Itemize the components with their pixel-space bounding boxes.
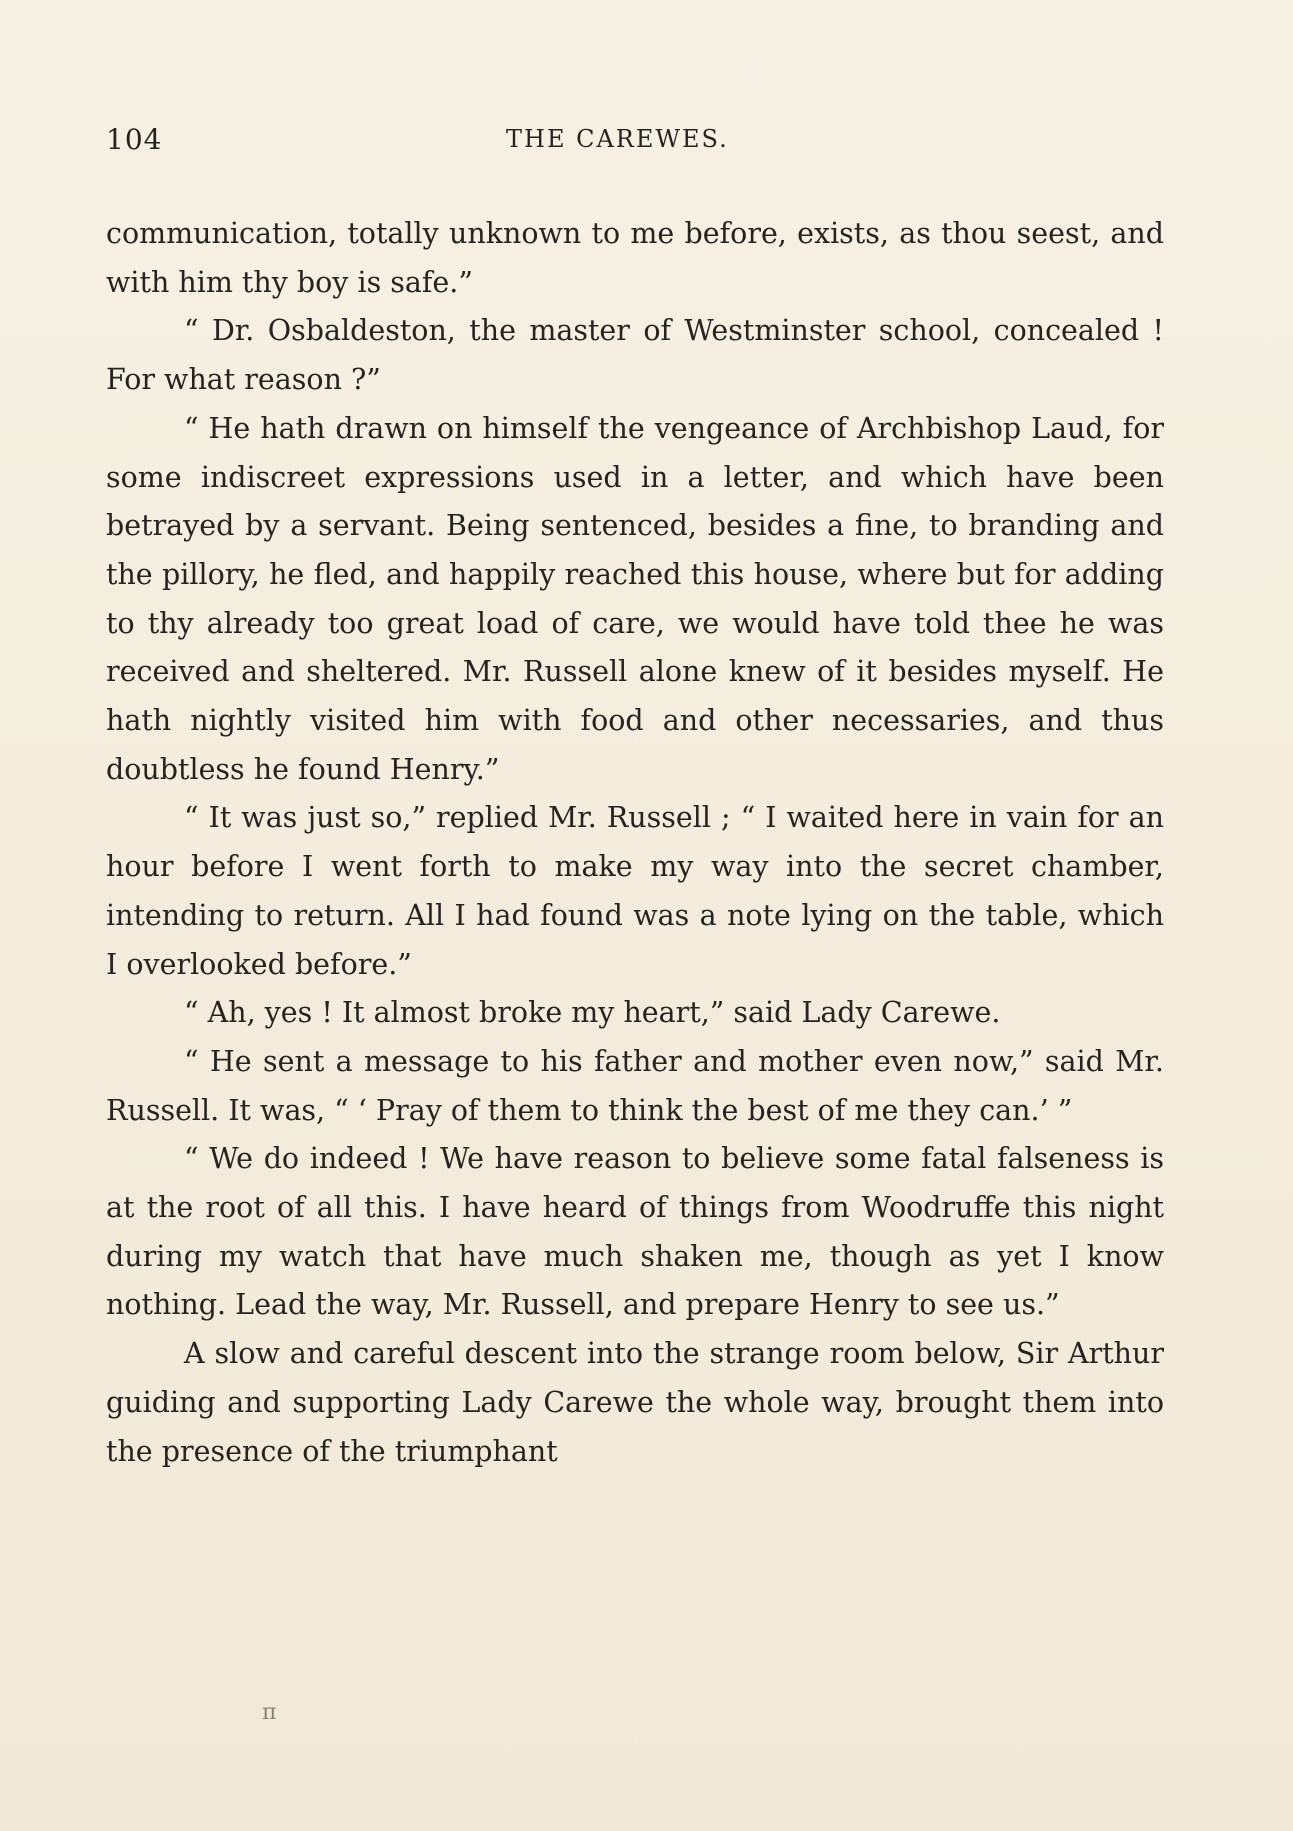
- page-number: 104: [106, 123, 163, 156]
- running-head: [106, 123, 1164, 159]
- paragraph: “ He hath drawn on himself the vengeance of Archbishop Laud, for some indiscreet expressions used in a letter, and which have been betrayed by a servant. Being sentenced, besides a fine, to branding and the pillory, he fled, and happily reached this house, where but for adding to thy already too great load of care, we would have told thee he was received and sheltered. Mr. Russell alone knew of it besides myself. He hath nightly visited him with food and other necessaries, and thus doubtless he found Henry.”: [106, 411, 1164, 786]
- paragraph: “ We do indeed ! We have reason to believe some fatal falseness is at the root of all this. I have heard of things from Woodruffe this night during my watch that have much shaken me, though as yet I know nothing. Lead the way, Mr. Russell, and prepare Henry to see us.”: [106, 1142, 1164, 1322]
- paragraph: “ He sent a message to his father and mother even now,” said Mr. Russell. It was, “ ‘ Pray of them to think the best of me they can.’ ”: [106, 1044, 1164, 1127]
- paragraph: “ Ah, yes ! It almost broke my heart,” said Lady Carewe.: [184, 996, 1001, 1030]
- paragraph: communication, totally unknown to me before, exists, as thou seest, and with him thy boy is safe.”: [106, 217, 1164, 299]
- paragraph: “ Dr. Osbaldeston, the master of Westminster school, concealed ! For what reason ?”: [106, 314, 1164, 397]
- paragraph: “ It was just so,” replied Mr. Russell ; “ I waited here in vain for an hour before I went forth to make my way into the secret chamber, intending to return. All I had found was a note lying on the table, which I overlooked before.”: [106, 801, 1164, 981]
- signature-mark: π: [262, 1700, 277, 1725]
- body-text: [106, 210, 1164, 1476]
- paragraph: A slow and careful descent into the strange room below, Sir Arthur guiding and supporting Lady Carewe the whole way, brought them into the presence of the triumphant: [106, 1337, 1164, 1468]
- running-title: THE CAREWES.: [506, 125, 729, 153]
